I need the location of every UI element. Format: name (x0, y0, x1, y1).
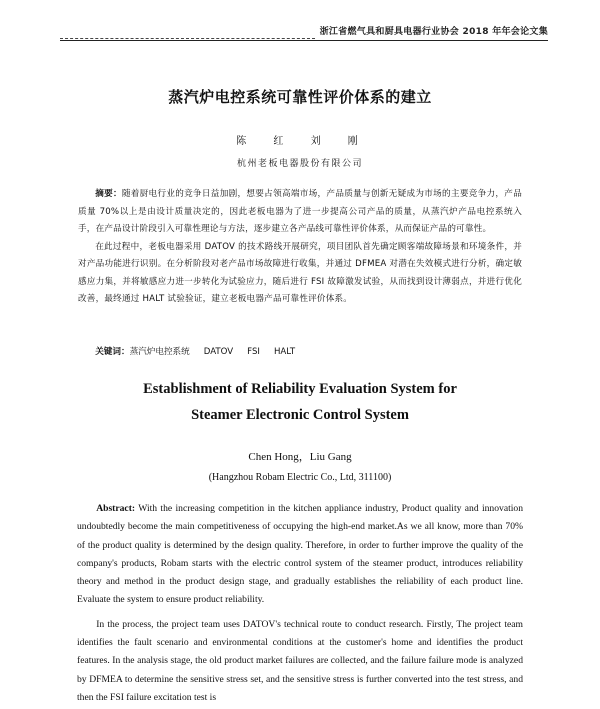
keyword: DATOV (203, 347, 234, 357)
en-abstract-paragraph-1 (77, 500, 523, 610)
cn-affiliation: 杭州老板电器股份有限公司 (236, 159, 363, 169)
header-dashed-rule (60, 38, 315, 39)
cn-abstract-text-1: 随着厨电行业的竞争日益加剧，想要占领高端市场，产品质量与创新无疑成为市场的主要竞争力，产品质量 70%以上是由设计质量决定的，因此老板电器为了进一步提高公司产品的质量，从蒸汽炉产品电控系统入手，在产品设计阶段引入可靠性理论与方法，逐步建立各产品线可靠性评价体系，从而保证产品的可靠性。 (78, 189, 522, 234)
cn-abstract-label: 摘要： (95, 189, 122, 199)
header-rule (60, 40, 548, 41)
cn-authors: 陈 红 刘 刚 (236, 136, 364, 147)
keyword: 蒸汽炉电控系统 (129, 347, 190, 357)
en-abstract-paragraph-2 (77, 616, 523, 707)
en-title-line-2: Steamer Electronic Control System (191, 407, 409, 423)
en-abstract-text-1: With the increasing competition in the kitchen appliance industry, Product quality and innovation undoubtedly become the main competitiveness of occupying the high-end market.As we all know, more than 70% of the product quality is determined by the design quality. Therefore, in order to further improve the quality of the company's products, Robam starts with the electric control system of the steamer product, introduces reliability theory and method in the product design stage, and gradually establishes the reliability of each product line. Evaluate the system to ensure product reliability. (77, 503, 524, 606)
en-abstract-text-2: In the process, the project team uses DATOV's technical route to conduct research. Firstly, The project team identifies the fault scenario and environmental conditions at the customer's home and identifies the product features. In the analysis stage, the old product market failures are collected, and the failure failure mode is analyzed by DFMEA to determine the sensitive stress set, and the sensitive stress is further converted into the test stress, and then the FSI failure excitation test is (77, 618, 523, 703)
en-abstract (77, 500, 523, 709)
en-authors: Chen Hong，Liu Gang (248, 451, 352, 463)
cn-keywords-label: 关键词： (95, 347, 130, 357)
en-abstract-label: Abstract: (96, 503, 136, 514)
cn-abstract-text-2: 在此过程中，老板电器采用 DATOV 的技术路线开展研究，项目团队首先确定顾客端故障场景和环境条件，并对产品功能进行识别。在分析阶段对老产品市场故障进行收集，并通过 DFMEA 对潜在失效模式进行分析，确定敏感应力集，并将敏感应力进一步转化为试验应力，随后进行 FSI 故障激发试验，从而找到设计薄弱点，并进行优化改善，最终通过 HALT 试验验证，建立老板电器产品可靠性评价体系。 (78, 241, 522, 304)
en-affiliation: (Hangzhou Robam Electric Co., Ltd, 311100) (208, 472, 392, 483)
cn-keywords (78, 345, 522, 357)
en-title-line-1: Establishment of Reliability Evaluation System for (143, 381, 457, 397)
cn-title: 蒸汽炉电控系统可靠性评价体系的建立 (168, 88, 432, 106)
en-title (0, 376, 600, 428)
cn-abstract-paragraph-1 (78, 186, 522, 239)
cn-abstract (78, 186, 522, 309)
cn-abstract-paragraph-2 (78, 239, 522, 309)
keyword: HALT (273, 347, 296, 357)
keyword: FSI (247, 347, 260, 357)
header-text: 浙江省燃气具和厨具电器行业协会 2018 年年会论文集 (319, 27, 548, 37)
running-header (0, 24, 600, 40)
